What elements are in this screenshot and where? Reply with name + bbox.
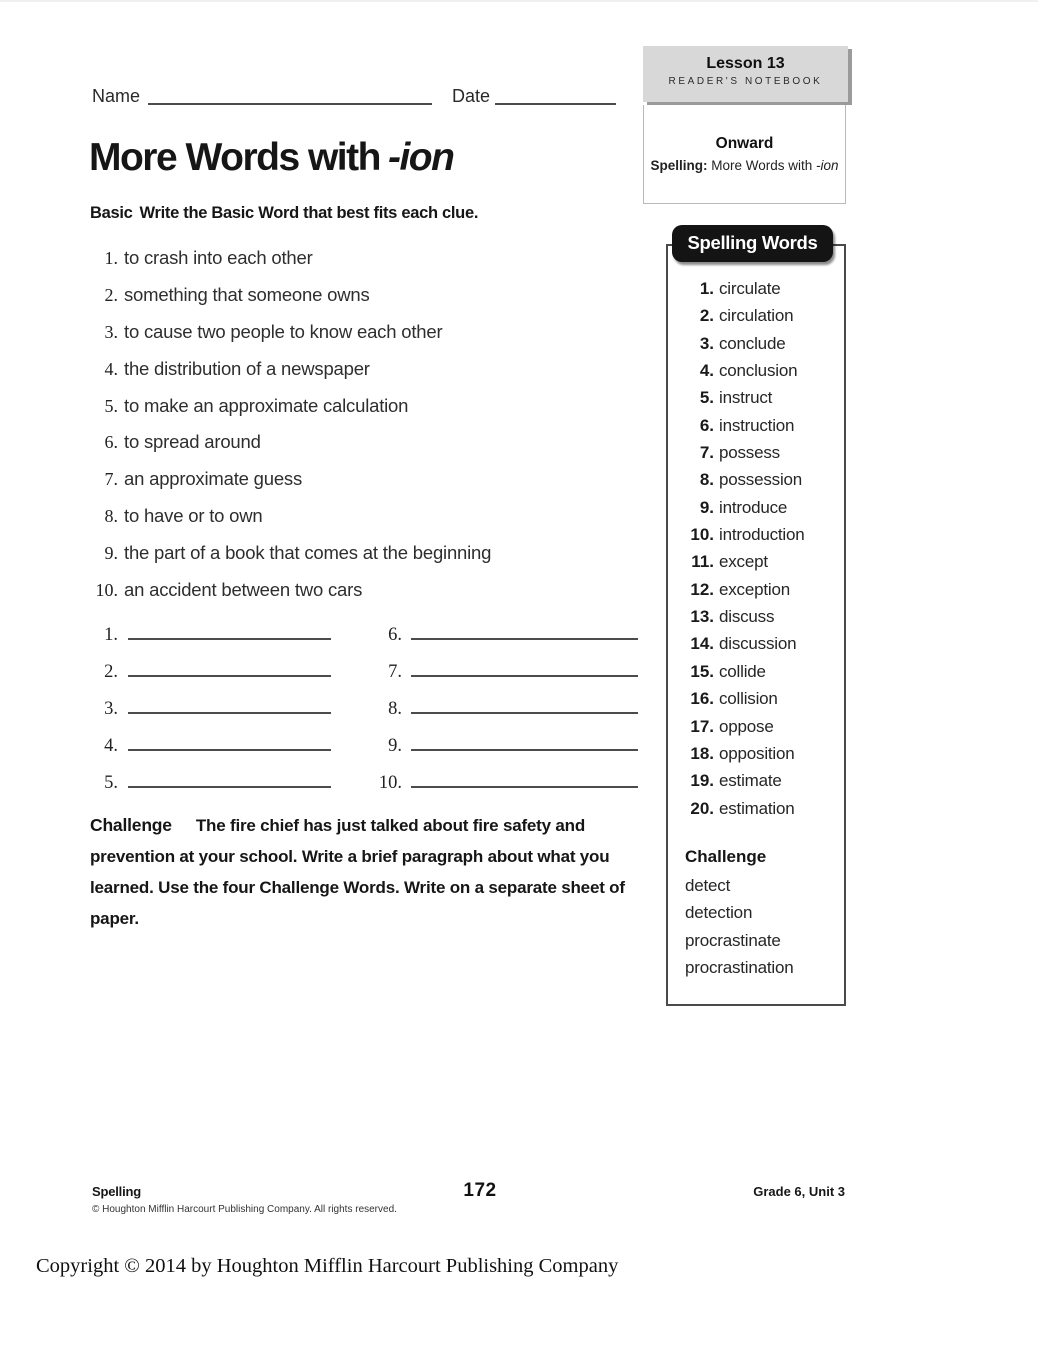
spelling-word-item [666, 717, 846, 744]
challenge-word: detect [685, 876, 731, 895]
clue-text: to have or to own [124, 505, 263, 527]
answer-number: 9. [388, 736, 402, 756]
footer-copyright: © Houghton Mifflin Harcourt Publishing Company. All rights reserved. [92, 1204, 397, 1215]
word-number: 12. [690, 579, 714, 599]
answer-row [378, 656, 650, 693]
name-date-row [92, 86, 622, 110]
clue-text: an accident between two cars [124, 579, 363, 601]
challenge-instruction [90, 810, 630, 934]
basic-label: Basic [90, 204, 133, 222]
bottom-copyright-line: Copyright © 2014 by Houghton Mifflin Harcourt Publishing Company [36, 1255, 619, 1277]
answer-row [88, 730, 378, 767]
answer-write-line [411, 656, 638, 677]
spelling-words-title: Spelling Words [672, 225, 833, 262]
clue-item [88, 284, 648, 321]
word-text: except [719, 552, 768, 572]
word-text: circulate [719, 279, 781, 298]
clue-text: to make an approximate calculation [124, 394, 409, 416]
answer-row [378, 619, 650, 656]
challenge-text: The fire chief has just talked about fire safety and prevention at your school. Write a brief paragraph about what you learned. Use the four Challenge Words. Write on a separate sheet of paper. [90, 816, 625, 928]
basic-instruction [90, 204, 478, 223]
answer-number: 3. [104, 699, 118, 719]
challenge-word: procrastinate [685, 930, 781, 950]
page-title-suffix: -ion [387, 136, 454, 179]
word-text: discuss [719, 607, 775, 627]
spelling-word-item [666, 662, 846, 689]
clue-list [88, 247, 648, 616]
page-title-main: More Words with [89, 136, 380, 179]
clue-number: 4. [104, 358, 118, 379]
word-text: introduce [719, 497, 788, 517]
clue-number: 3. [104, 321, 118, 342]
date-write-line [495, 103, 616, 105]
clue-item [88, 431, 648, 468]
answer-number: 7. [388, 662, 402, 682]
spelling-word-list [666, 279, 846, 826]
grade-unit-label: Grade 6, Unit 3 [753, 1184, 845, 1199]
word-number: 13. [690, 607, 714, 627]
answer-blanks [88, 619, 650, 804]
basic-text: Write the Basic Word that best fits each clue. [139, 204, 479, 222]
page-number: 172 [463, 1180, 497, 1201]
answer-column-right [378, 619, 650, 804]
spelling-word-item [666, 689, 846, 716]
spelling-word-item [666, 334, 846, 361]
spelling-word-item [666, 470, 846, 497]
footer-section-label: Spelling [92, 1184, 141, 1199]
readers-notebook-label: READER'S NOTEBOOK [668, 76, 823, 87]
spelling-word-item [666, 771, 846, 798]
word-number: 4. [699, 361, 714, 381]
word-text: conclude [719, 333, 786, 353]
spelling-word-item [666, 306, 846, 333]
clue-number: 7. [104, 469, 118, 490]
word-number: 9. [699, 497, 714, 517]
spelling-word-item [666, 552, 846, 579]
spelling-word-item [666, 799, 846, 826]
clue-text: the distribution of a newspaper [124, 357, 370, 379]
answer-number: 10. [378, 773, 402, 793]
lesson-number: Lesson 13 [706, 55, 785, 72]
answer-row [378, 730, 650, 767]
spelling-word-item [666, 279, 846, 306]
spelling-word-item [666, 580, 846, 607]
answer-row [88, 767, 378, 804]
word-number: 19. [690, 771, 714, 791]
word-number: 17. [690, 716, 714, 736]
spelling-word-item [666, 744, 846, 771]
word-text: collision [719, 689, 778, 709]
clue-item [88, 247, 648, 284]
word-text: circulation [719, 306, 794, 326]
word-text: conclusion [719, 361, 798, 381]
spelling-value: More Words with [711, 158, 813, 173]
answer-write-line [128, 693, 331, 714]
answer-write-line [411, 730, 638, 751]
clue-text: an approximate guess [124, 468, 303, 490]
word-number: 8. [699, 470, 714, 490]
clue-number: 9. [104, 543, 118, 564]
word-number: 2. [699, 306, 714, 326]
spelling-suffix: -ion [816, 158, 839, 173]
answer-write-line [128, 619, 331, 640]
word-text: introduction [719, 525, 805, 545]
clue-number: 6. [104, 432, 118, 453]
clue-item [88, 358, 648, 395]
answer-number: 4. [104, 736, 118, 756]
word-number: 20. [690, 798, 714, 818]
lesson-info-box [643, 105, 846, 204]
answer-write-line [411, 619, 638, 640]
answer-row [88, 656, 378, 693]
word-number: 6. [699, 415, 714, 435]
clue-item [88, 321, 648, 358]
word-text: collide [719, 661, 766, 681]
clue-text: to spread around [124, 431, 261, 453]
answer-write-line [128, 767, 331, 788]
spelling-word-item [666, 498, 846, 525]
challenge-word: detection [685, 903, 753, 923]
word-number: 16. [690, 689, 714, 709]
answer-row [378, 693, 650, 730]
answer-write-line [411, 693, 638, 714]
clue-number: 5. [104, 395, 118, 416]
word-number: 10. [690, 525, 714, 545]
sidebar-challenge-section [685, 847, 840, 985]
spelling-word-item [666, 607, 846, 634]
answer-write-line [128, 730, 331, 751]
clue-number: 1. [104, 248, 118, 268]
clue-number: 8. [104, 506, 118, 527]
spelling-word-item [666, 361, 846, 388]
clue-text: to cause two people to know each other [124, 320, 443, 342]
name-label: Name [92, 86, 141, 106]
word-number: 3. [699, 333, 714, 353]
sidebar-challenge-label: Challenge [685, 847, 767, 866]
word-text: opposition [719, 743, 795, 763]
word-number: 11. [691, 552, 714, 572]
clue-item [88, 468, 648, 505]
lesson-header-box [643, 46, 848, 102]
word-text: estimate [719, 771, 782, 791]
word-text: exception [719, 579, 790, 599]
clue-item [88, 505, 648, 542]
word-text: possession [719, 470, 803, 490]
answer-number: 1. [104, 625, 118, 645]
footer-left [92, 1184, 397, 1215]
clue-text: the part of a book that comes at the beginning [124, 542, 492, 564]
spelling-word-item [666, 525, 846, 552]
word-number: 14. [690, 634, 714, 654]
word-number: 18. [690, 743, 714, 763]
clue-item [88, 395, 648, 432]
clue-number: 10. [95, 580, 118, 601]
answer-row [88, 693, 378, 730]
answer-number: 6. [388, 625, 402, 645]
date-label: Date [452, 86, 491, 106]
clue-text: something that someone owns [124, 283, 370, 305]
challenge-label: Challenge [90, 815, 172, 835]
clue-number: 2. [104, 284, 118, 305]
answer-write-line [128, 656, 331, 677]
name-write-line [148, 103, 432, 105]
word-text: oppose [719, 716, 774, 736]
word-text: instruct [719, 388, 773, 408]
page-title [89, 136, 453, 180]
spelling-word-item [666, 443, 846, 470]
answer-number: 5. [104, 773, 118, 793]
word-text: discussion [719, 634, 797, 654]
word-number: 1. [699, 279, 714, 298]
word-number: 7. [699, 443, 714, 463]
word-text: instruction [719, 415, 795, 435]
answer-number: 8. [388, 699, 402, 719]
answer-row [88, 619, 378, 656]
answer-number: 2. [104, 662, 118, 682]
answer-write-line [411, 767, 638, 788]
spelling-word-item [666, 634, 846, 661]
spelling-word-item [666, 388, 846, 415]
clue-item [88, 579, 648, 616]
word-text: possess [719, 443, 780, 463]
answer-row [378, 767, 650, 804]
word-number: 5. [699, 388, 714, 408]
challenge-word: procrastination [685, 957, 794, 977]
spelling-label: Spelling: [650, 158, 708, 173]
clue-item [88, 542, 648, 579]
answer-column-left [88, 619, 378, 804]
spelling-word-item [666, 416, 846, 443]
word-text: estimation [719, 798, 795, 818]
word-number: 15. [690, 661, 714, 681]
story-spelling-line [644, 158, 845, 173]
story-title: Onward [715, 135, 774, 152]
clue-text: to crash into each other [124, 247, 313, 268]
